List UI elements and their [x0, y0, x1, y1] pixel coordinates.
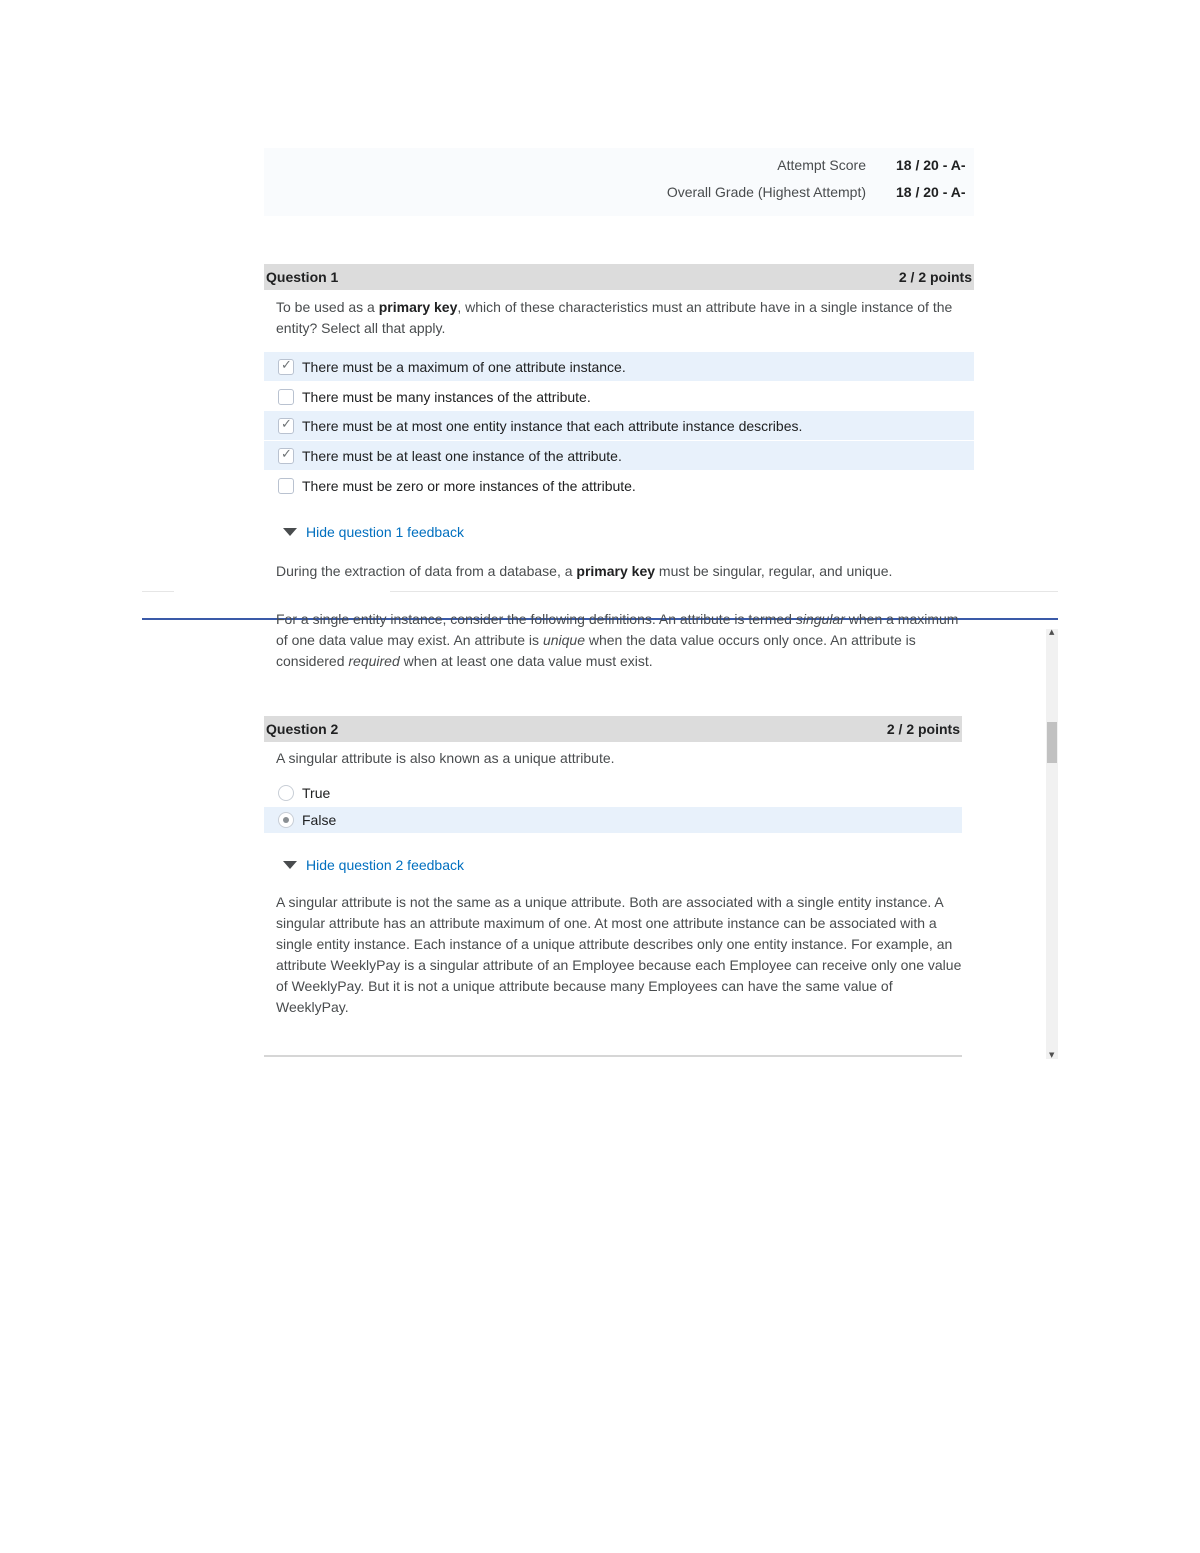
feedback-text: when at least one data value must exist. [399, 653, 653, 669]
question-1-prompt [276, 297, 966, 339]
q1-option-2[interactable] [264, 382, 974, 411]
hide-question-1-feedback-link[interactable] [283, 524, 464, 540]
option-label: There must be at most one entity instance that each attribute instance describes. [302, 417, 803, 434]
q1-option-4[interactable] [264, 441, 974, 470]
score-panel [264, 148, 974, 216]
option-label: False [302, 812, 337, 828]
feedback-toggle-label: Hide question 1 feedback [306, 524, 464, 540]
option-label: There must be zero or more instances of the attribute. [302, 477, 636, 494]
option-label: There must be at least one instance of the attribute. [302, 447, 622, 464]
checkbox-checked-icon[interactable] [278, 418, 294, 434]
feedback-text: During the extraction of data from a database, a [276, 563, 577, 579]
divider [142, 591, 174, 592]
caret-down-icon [283, 528, 297, 536]
caret-down-icon [283, 861, 297, 869]
feedback-text: For a single entity instance, consider the following definitions. An attribute is termed [276, 611, 796, 627]
scrollbar-thumb[interactable] [1047, 722, 1057, 763]
feedback-em: required [348, 653, 400, 669]
question-1-title: Question 1 [266, 269, 339, 285]
q1-option-3[interactable] [264, 411, 974, 440]
question-1-points: 2 / 2 points [898, 269, 972, 285]
q1-option-1[interactable] [264, 352, 974, 381]
scroll-down-arrow-icon[interactable]: ▼ [1049, 1051, 1055, 1059]
feedback-text: must be singular, regular, and unique. [655, 563, 893, 579]
feedback-continuation-clip [276, 611, 966, 682]
q2-option-true[interactable] [264, 780, 962, 806]
question-2-header [264, 716, 962, 742]
attempt-score-value: 18 / 20 - A- [896, 157, 966, 173]
q2-option-false[interactable] [264, 807, 962, 833]
overall-grade-row [667, 181, 974, 203]
option-label: There must be a maximum of one attribute instance. [302, 358, 626, 375]
divider [390, 591, 1058, 592]
question-1-feedback-continued [276, 609, 966, 672]
checkbox-checked-icon[interactable] [278, 448, 294, 464]
feedback-em: singular [795, 611, 845, 627]
overall-grade-value: 18 / 20 - A- [896, 184, 966, 200]
feedback-text: when a maximum of one data value may exist. An attribute is [276, 611, 959, 648]
scrollbar-track[interactable] [1046, 629, 1058, 1059]
checkbox-unchecked-icon[interactable] [278, 478, 294, 494]
scroll-up-arrow-icon[interactable]: ▲ [1049, 628, 1055, 636]
question-1-header [264, 264, 974, 290]
feedback-toggle-label: Hide question 2 feedback [306, 857, 464, 873]
checkbox-unchecked-icon[interactable] [278, 389, 294, 405]
radio-selected-icon[interactable] [278, 812, 294, 828]
radio-unselected-icon[interactable] [278, 785, 294, 801]
question-2-points: 2 / 2 points [886, 721, 960, 737]
feedback-text: when the data value occurs only once. An attribute is considered [276, 632, 916, 669]
section-divider [264, 1055, 962, 1057]
feedback-em: unique [542, 632, 585, 648]
q1-option-5[interactable] [264, 471, 974, 500]
question-2-prompt: A singular attribute is also known as a unique attribute. [276, 750, 615, 766]
hide-question-2-feedback-link[interactable] [283, 857, 464, 873]
checkbox-checked-icon[interactable] [278, 359, 294, 375]
feedback-bold: primary key [576, 563, 656, 579]
prompt-text: To be used as a [276, 299, 379, 315]
prompt-text: , which of these characteristics must an attribute have in a single instance of the entity? Select all that apply. [276, 299, 953, 336]
question-2-feedback: A singular attribute is not the same as a unique attribute. Both are associated with a single entity instance. A singular attribute has an attribute maximum of one. At most one attribute instance can be associated with a single entity instance. Each instance of a unique attribute describes only one entity instance. For example, an attribute WeeklyPay is a singular attribute of an Employee because each Employee can receive only one value of WeeklyPay. But it is not a unique attribute because many Employees can have the same value of WeeklyPay. [276, 894, 962, 1015]
question-1-feedback [276, 561, 966, 582]
option-label: There must be many instances of the attribute. [302, 388, 591, 405]
overall-grade-label: Overall Grade (Highest Attempt) [666, 184, 866, 200]
attempt-score-row [777, 154, 974, 176]
option-label: True [302, 785, 331, 801]
question-2-title: Question 2 [266, 721, 339, 737]
prompt-bold: primary key [378, 299, 458, 315]
attempt-score-label: Attempt Score [777, 157, 866, 173]
